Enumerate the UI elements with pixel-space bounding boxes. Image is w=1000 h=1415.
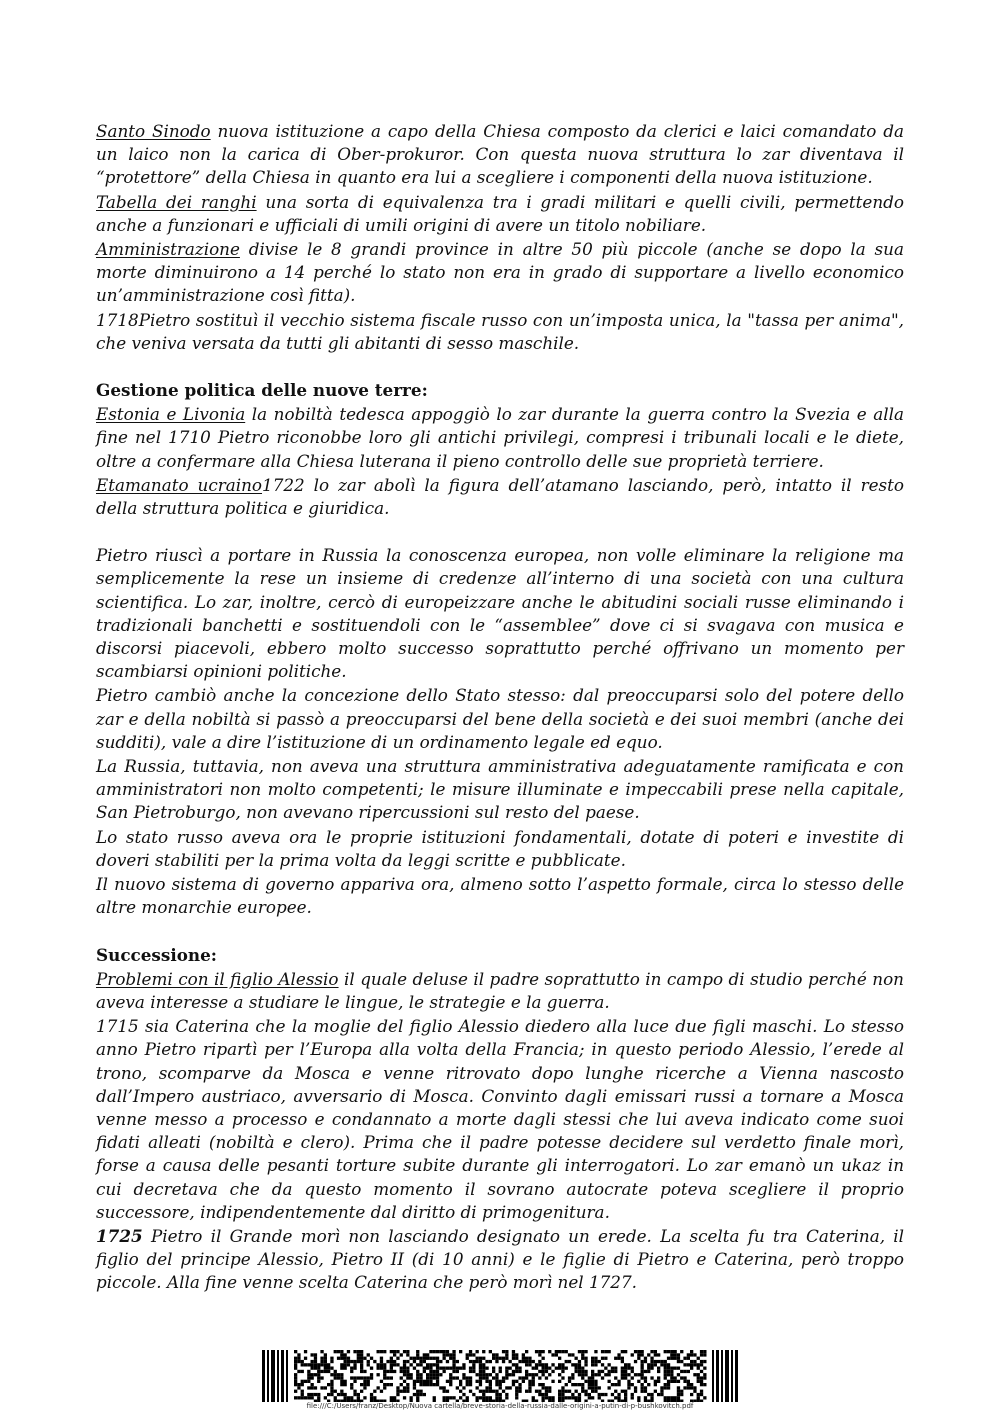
paragraph-estonia-livonia	[96, 403, 904, 473]
paragraph-text: sia Caterina che la moglie del figlio Alessio diedero alla luce due figli maschi. Lo stesso anno Pietro ripartì per l’Europa alla volta della Francia; in questo periodo Alessio, l’erede al trono, scomparve da Mosca e venne ritrovato dopo lunghe ricerche a Vienna nascosto dall’Impero austriaco, avversario di Mosca. Convinto dagli emissari russi a tornare a Mosca venne messo a processo e condannato a morte dagli stessi che lui aveva indicato come suoi fidati alleati (nobiltà e clero). Prima che il padre potesse decidere sul verdetto finale morì, forse a causa delle pesanti torture subite durante gli interrogatori. Lo zar emanò un ukaz in cui decretava che da questo momento il sovrano autocrate poteva scegliere il proprio successore, indipendentemente dal diritto di primogenitura.	[96, 1016, 904, 1222]
paragraph-istituzioni: Lo stato russo aveva ora le proprie istituzioni fondamentali, dotate di poteri e investite di doveri stabiliti per la prima volta da leggi scritte e pubblicate.	[96, 826, 904, 870]
term-figlio-alessio: Problemi con il figlio Alessio	[96, 968, 339, 989]
term-santo-sinodo: Santo Sinodo	[96, 121, 211, 141]
paragraph-text: Pietro sostituì il vecchio sistema fiscale russo con un’imposta unica, la "tassa per anima", che veniva versata da tutti gli abitanti di sesso maschile.	[96, 309, 904, 353]
paragraph-text: Pietro il Grande morì non lasciando designato un erede. La scelta fu tra Caterina, il figlio del principe Alessio, Pietro II (di 10 anni) e le figlie di Pietro e Caterina, però troppo piccole. Alla fine venne scelta Caterina che però morì nel 1727.	[96, 1225, 904, 1293]
paragraph-1725	[96, 1225, 904, 1295]
year-1725: 1725	[96, 1225, 143, 1246]
paragraph-conoscenza-europea: Pietro riuscì a portare in Russia la conoscenza europea, non volle eliminare la religione ma semplicemente la rese un insieme di credenze all’interno di una società con una cultura scientifica. Lo zar, inoltre, cercò di europeizzare anche le abitudini sociali russe eliminando i tradizionali banchetti e sostituendoli con le “assemblee” dove ci si svagava con musica e discorsi piacevoli, ebbero molto successo soprattutto perché offrivano un momento per scambiarsi opinioni politiche.	[96, 545, 904, 682]
file-path-text: file:///C:/Users/franz/Desktop/Nuova cartella/breve-storia-della-russia-dalle-origini-a-putin-di-p-bushkovitch.pdf	[306, 1402, 694, 1410]
paragraph-1718	[96, 309, 904, 355]
paragraph-etamanato	[96, 474, 904, 520]
paragraph-1715	[96, 1015, 904, 1224]
paragraph-text: 1722 lo zar abolì la figura dell’atamano lasciando, però, intatto il resto della struttura politica e giuridica.	[96, 474, 904, 519]
term-amministrazione: Amministrazione	[96, 239, 240, 260]
paragraph-text: una sorta di equivalenza tra i gradi militari e quelli civili, permettendo anche a funzionari e ufficiali di umili origini di avere un titolo nobiliare.	[96, 191, 904, 235]
paragraph-text: la nobiltà tedesca appoggiò lo zar durante la guerra contro la Svezia e alla fine nel 1710 Pietro riconobbe loro gli antichi privilegi, compresi i tribunali locali e le diete, oltre a confermare alla Chiesa luterana il pieno controllo delle sue proprietà terriere.	[96, 404, 904, 471]
barcode-graphic	[260, 1350, 740, 1402]
term-etamanato-ucraino: Etamanato ucraino	[96, 474, 263, 495]
paragraph-text: divise le 8 grandi province in altre 50 più piccole (anche se dopo la sua morte diminuirono a 14 perché lo stato non era in grado di supportare a livello economico un’amministrazione così fitta).	[96, 239, 904, 306]
paragraph-text: nuova istituzione a capo della Chiesa composto da clerici e laici comandato da un laico non la carica di Ober-prokuror. Con questa nuova struttura lo zar diventava il “protettore” della Chiesa in quanto era lui a scegliere i componenti della nuova istituzione.	[96, 121, 904, 188]
paragraph-tabella-ranghi	[96, 191, 904, 237]
paragraph-sistema-governo: Il nuovo sistema di governo appariva ora, almeno sotto l’aspetto formale, circa lo stesso delle altre monarchie europee.	[96, 874, 904, 918]
paragraph-figlio-alessio	[96, 968, 904, 1014]
page-body	[96, 120, 904, 1296]
year-1718: 1718	[96, 309, 139, 330]
term-estonia-livonia: Estonia e Livonia	[96, 404, 246, 425]
paragraph-struttura-amministrativa: La Russia, tuttavia, non aveva una struttura amministrativa adeguatamente ramificata e con amministratori non molto competenti; le misure illuminate e impeccabili prese nella capitale, San Pietroburgo, non avevano ripercussioni sul resto del paese.	[96, 756, 904, 823]
paragraph-santo-sinodo	[96, 120, 904, 190]
heading-gestione-politica: Gestione politica delle nuove terre:	[96, 380, 428, 401]
paragraph-text: il quale deluse il padre soprattutto in campo di studio perché non aveva interesse a studiare le lingue, le strategie e la guerra.	[96, 968, 904, 1012]
heading-successione: Successione:	[96, 944, 217, 965]
term-tabella-ranghi: Tabella dei ranghi	[96, 191, 257, 212]
year-1715: 1715	[96, 1016, 139, 1037]
paragraph-amministrazione	[96, 238, 904, 308]
page-footer	[248, 1344, 752, 1414]
paragraph-concezione-stato: Pietro cambiò anche la concezione dello Stato stesso: dal preoccuparsi solo del potere dello zar e della nobiltà si passò a preoccuparsi del bene della società e dei suoi membri (anche dei sudditi), vale a dire l’istituzione di un ordinamento legale ed equo.	[96, 685, 904, 752]
